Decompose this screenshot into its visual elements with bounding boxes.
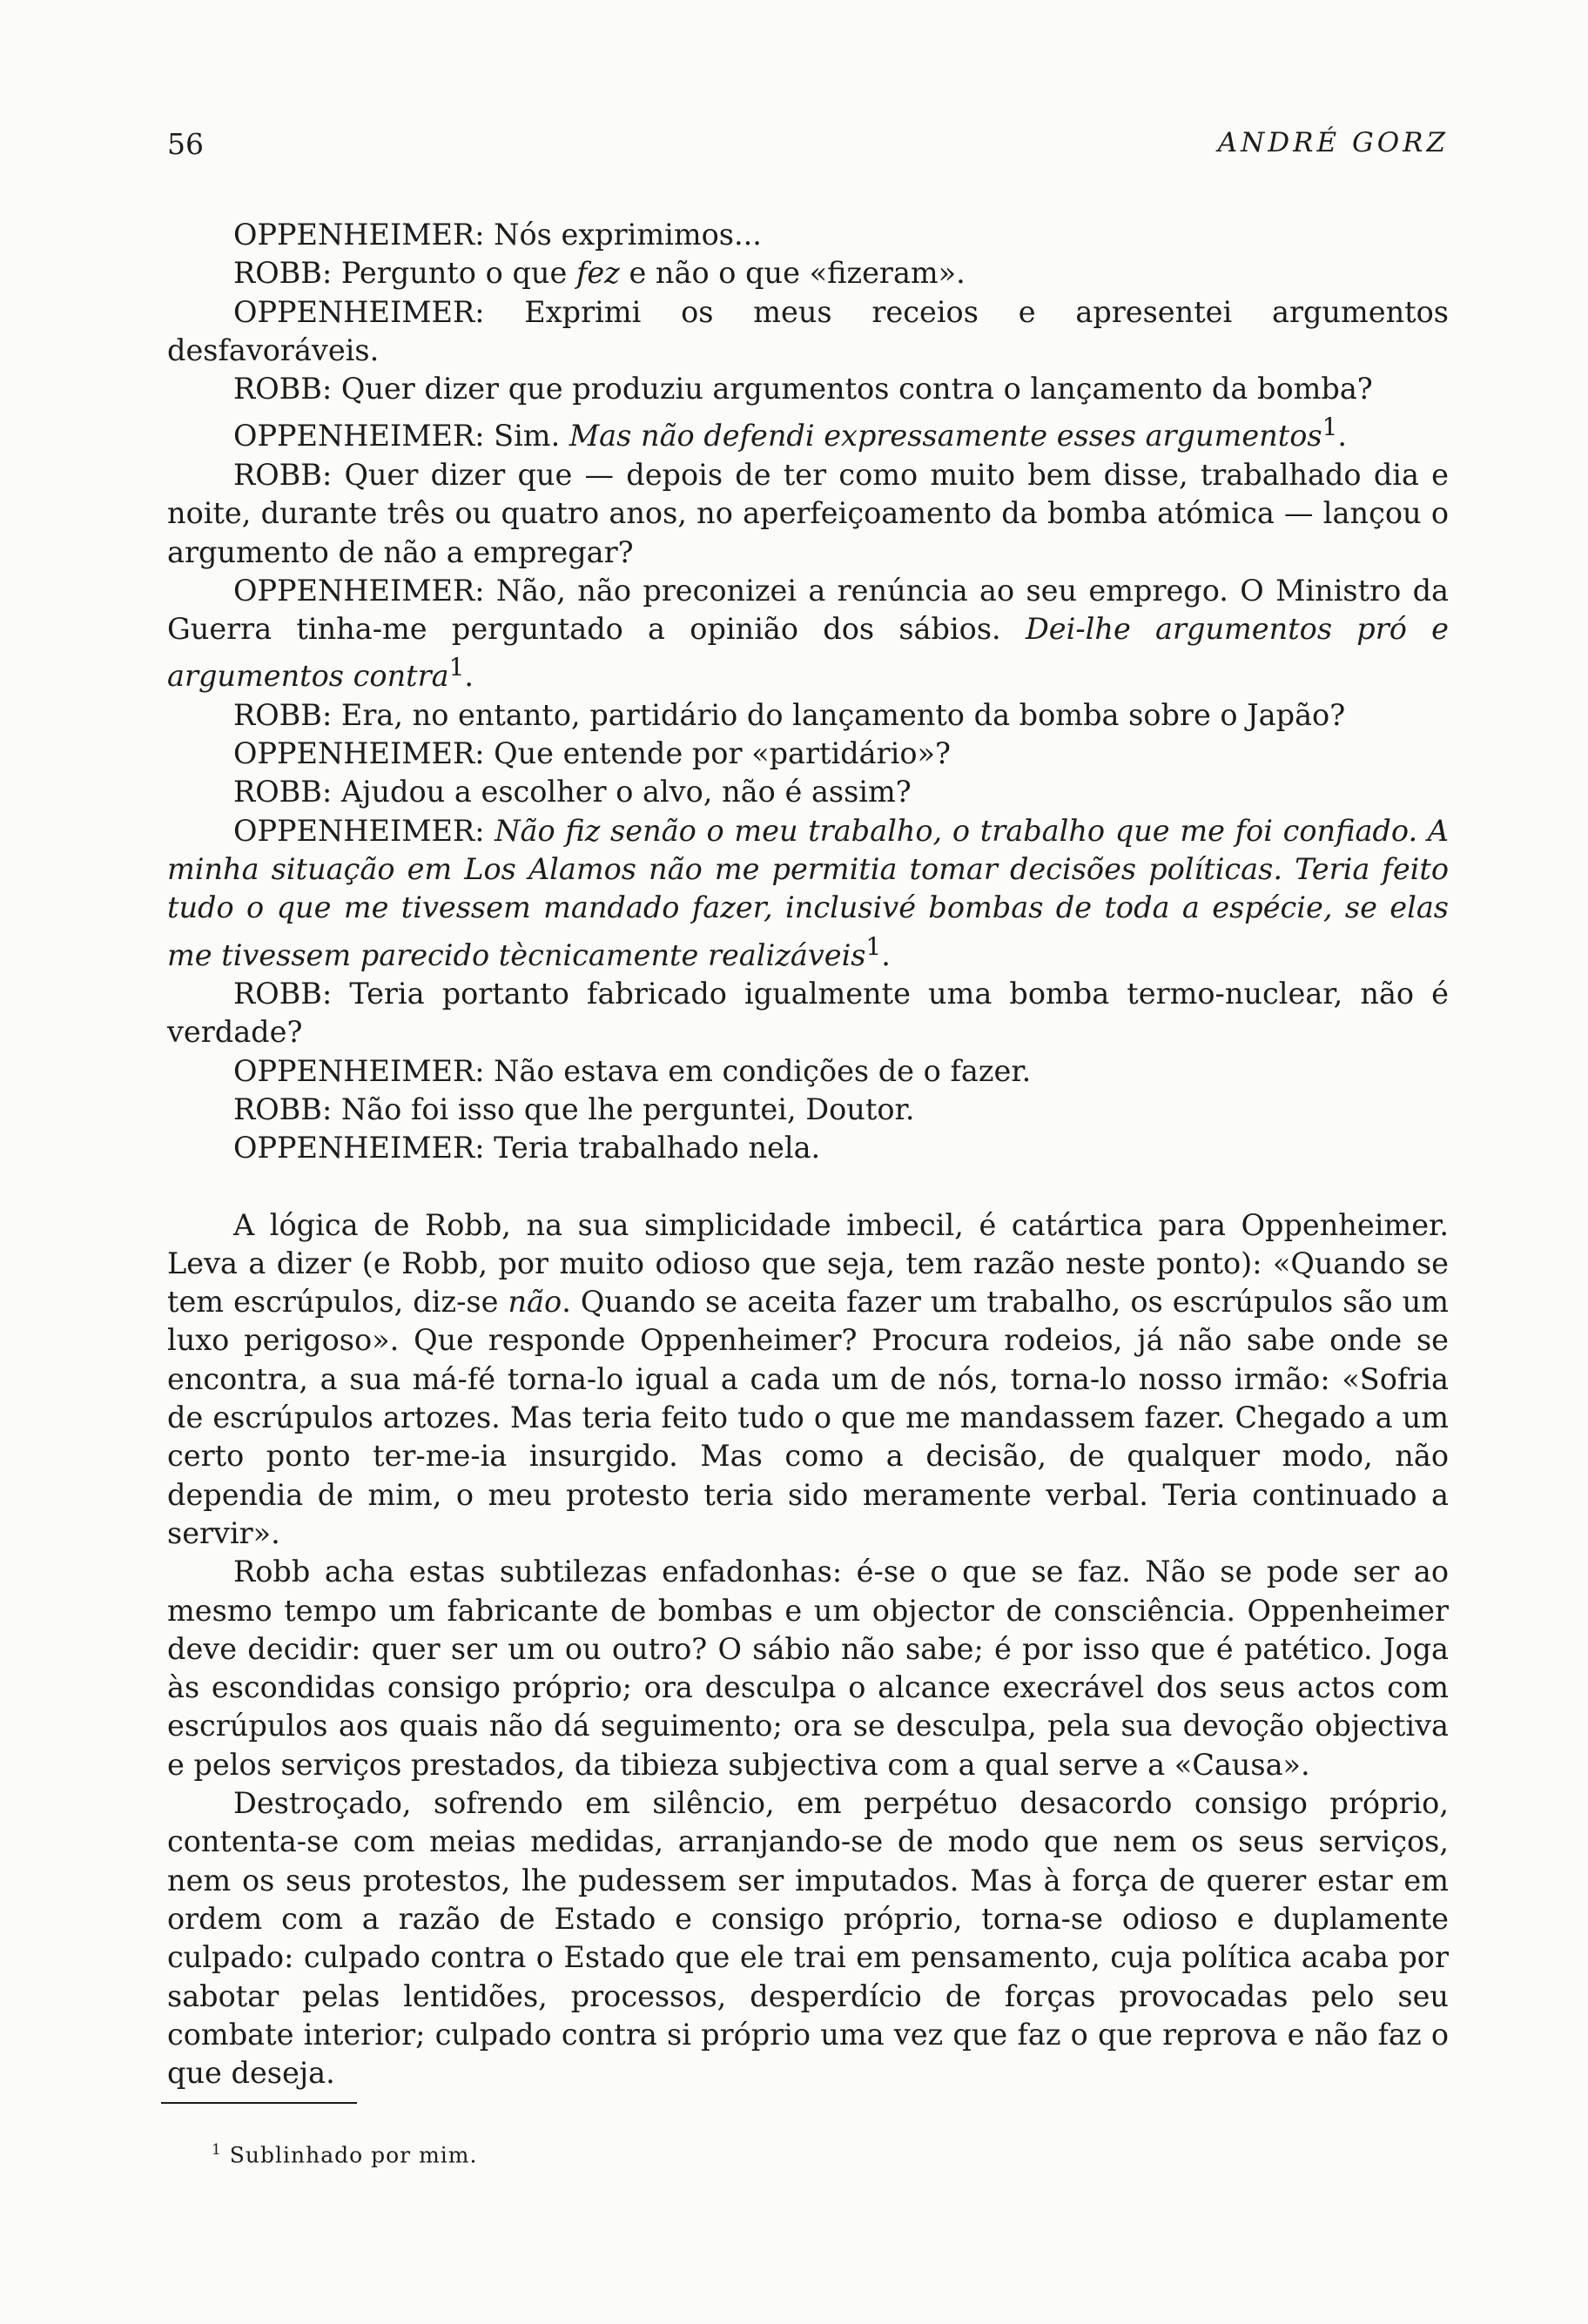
dialogue-line: ROBB: Pergunto o que fez e não o que «fizeram».: [233, 256, 966, 291]
dialogue-line: ROBB: Ajudou a escolher o alvo, não é assim?: [233, 775, 912, 809]
paragraph: A lógica de Robb, na sua simplicidade imbecil, é catártica para Oppenheimer. Leva a dizer (e Robb, por muito odioso que seja, tem razão neste ponto): «Quando se tem escrúpulos, diz-se não. Quando se aceita fazer um trabalho, os escrúpulos são um luxo perigoso». Que responde Oppenheimer? Procura rodeios, já não sabe onde se encontra, a sua má-fé torna-lo igual a cada um de nós, torna-lo nosso irmão: «Sofria de escrúpulos artozes. Mas teria feito tudo o que me mandassem fazer. Chegado a um certo ponto ter-me-ia insurgido. Mas como a decisão, de qualquer modo, não dependia de mim, o meu protesto teria sido meramente verbal. Teria continuado a servir».: [167, 1207, 1449, 1550]
speaker: OPPENHEIMER: [233, 218, 475, 252]
emphasis: Dei-lhe argumentos pró e argumentos contra: [167, 612, 1449, 694]
line-text: Teria trabalhado nela.: [494, 1131, 821, 1165]
running-head: ANDRÉ GORZ: [1217, 127, 1449, 158]
speaker: ROBB: [233, 977, 322, 1011]
dialogue-line: OPPENHEIMER: Sim. Mas não defendi expressamente esses argumentos$^1$.: [233, 413, 1347, 453]
speaker: OPPENHEIMER: [233, 419, 475, 453]
dialogue-line: ROBB: Não foi isso que lhe perguntei, Doutor.: [233, 1092, 915, 1126]
speaker: ROBB: [233, 256, 322, 291]
emphasis: não: [508, 1285, 562, 1320]
line-text: Quer dizer que produziu argumentos contra o lançamento da bomba?: [340, 372, 1373, 406]
footnote-marker: 1: [865, 931, 882, 961]
page-number: 56: [167, 127, 204, 161]
dialogue-line: OPPENHEIMER: Teria trabalhado nela.: [233, 1131, 821, 1165]
line-text: Ajudou a escolher o alvo, não é assim?: [340, 775, 912, 809]
footnote: [212, 2141, 477, 2167]
speaker: OPPENHEIMER: [233, 813, 475, 848]
paragraph: Robb acha estas subtilezas enfadonhas: é-se o que se faz. Não se pode ser ao mesmo tempo um fabricante de bombas e um objector de consciência. Oppenheimer deve decidir: quer ser um ou outro? O sábio não sabe; é por isso que é patético. Joga às escondidas consigo próprio; ora desculpa o alcance execrável dos seus actos com escrúpulos aos quais não dá seguimento; ora se desculpa, pela sua devoção objectiva e pelos serviços prestados, da tibieza subjectiva com a qual serve a «Causa».: [167, 1555, 1449, 1782]
dialogue-line: ROBB: Era, no entanto, partidário do lançamento da bomba sobre o Japão?: [233, 697, 1346, 732]
speaker: ROBB: [233, 697, 322, 732]
dialogue: [167, 216, 1449, 1168]
footnote-marker: 1: [448, 653, 465, 682]
dialogue-line: ROBB: Quer dizer que produziu argumentos contra o lançamento da bomba?: [233, 372, 1373, 406]
line-text: Teria portanto fabricado igualmente uma bomba termo-nuclear, não é verdade?: [167, 977, 1450, 1050]
speaker: OPPENHEIMER: [233, 294, 475, 329]
speaker: ROBB: [233, 372, 322, 406]
emphasis: fez: [575, 256, 620, 291]
speaker: OPPENHEIMER: [233, 736, 475, 771]
page-header: [167, 127, 1449, 167]
footnote-marker: 1: [1322, 413, 1338, 442]
emphasis: Não fiz senão o meu trabalho, o trabalho que me foi confiado. A minha situação em Los Alamos não me permitia tomar decisões políticas. Teria feito tudo o que me tivessem mandado fazer, inclusivé bombas de toda a espécie, se elas me tivessem parecido tècnicamente realizáveis: [167, 813, 1449, 972]
speaker: ROBB: [233, 1092, 322, 1126]
footnote-text: Sublinhado por mim.: [229, 2142, 478, 2168]
speaker: OPPENHEIMER: [233, 1053, 475, 1088]
dialogue-line: OPPENHEIMER: Exprimi os meus receios e apresentei argumentos desfavoráveis.: [167, 294, 1449, 367]
dialogue-line: ROBB: Teria portanto fabricado igualmente uma bomba termo-nuclear, não é verdade?: [167, 977, 1450, 1050]
footnote-number: 1: [212, 2141, 222, 2159]
line-text: Que entende por «partidário»?: [494, 736, 951, 771]
emphasis: Mas não defendi expressamente esses argumentos: [569, 419, 1322, 453]
dialogue-line: OPPENHEIMER: Que entende por «partidário»?: [233, 736, 951, 771]
essay-text: [167, 1206, 1449, 2093]
footnote-rule: [161, 2102, 357, 2104]
line-text: Não foi isso que lhe perguntei, Doutor.: [340, 1092, 915, 1126]
line-text: Era, no entanto, partidário do lançamento da bomba sobre o Japão?: [340, 697, 1346, 732]
speaker: ROBB: [233, 775, 322, 809]
body-text: [167, 216, 1449, 2092]
speaker: OPPENHEIMER: [233, 573, 475, 608]
dialogue-line: OPPENHEIMER: Nós exprimimos...: [233, 218, 762, 252]
dialogue-line: OPPENHEIMER: Não, não preconizei a renúncia ao seu emprego. O Ministro da Guerra tinha-me perguntado a opinião dos sábios. Dei-lhe argumentos pró e argumentos contra$^1$.: [167, 573, 1449, 694]
line-text: Nós exprimimos...: [494, 218, 762, 252]
dialogue-line: OPPENHEIMER: Não fiz senão o meu trabalho, o trabalho que me foi confiado. A minha situação em Los Alamos não me permitia tomar decisões políticas. Teria feito tudo o que me tivessem mandado fazer, inclusivé bombas de toda a espécie, se elas me tivessem parecido tècnicamente realizáveis$^1$.: [167, 813, 1449, 972]
speaker: OPPENHEIMER: [233, 1131, 475, 1165]
speaker: ROBB: [233, 457, 322, 492]
dialogue-line: ROBB: Quer dizer que — depois de ter como muito bem disse, trabalhado dia e noite, durante três ou quatro anos, no aperfeiçoamento da bomba atómica — lançou o argumento de não a empregar?: [167, 457, 1450, 569]
line-text: Não estava em condições de o fazer.: [494, 1053, 1032, 1088]
paragraph: Destroçado, sofrendo em silêncio, em perpétuo desacordo consigo próprio, contenta-se com meias medidas, arranjando-se de modo que nem os seus serviços, nem os seus protestos, lhe pudessem ser imputados. Mas à força de querer estar em ordem com a razão de Estado e consigo próprio, torna-se odioso e duplamente culpado: culpado contra o Estado que ele trai em pensamento, cuja política acaba por sabotar pelas lentidões, processos, desperdício de forças provocadas pelo seu combate interior; culpado contra si próprio uma vez que faz o que reprova e não faz o que deseja.: [167, 1786, 1449, 2091]
line-text: Exprimi os meus receios e apresentei argumentos desfavoráveis.: [167, 294, 1449, 367]
dialogue-line: OPPENHEIMER: Não estava em condições de o fazer.: [233, 1053, 1032, 1088]
line-text: Quer dizer que — depois de ter como muito bem disse, trabalhado dia e noite, durante três ou quatro anos, no aperfeiçoamento da bomba atómica — lançou o argumento de não a empregar?: [167, 457, 1450, 569]
section-break: [167, 1168, 1449, 1206]
